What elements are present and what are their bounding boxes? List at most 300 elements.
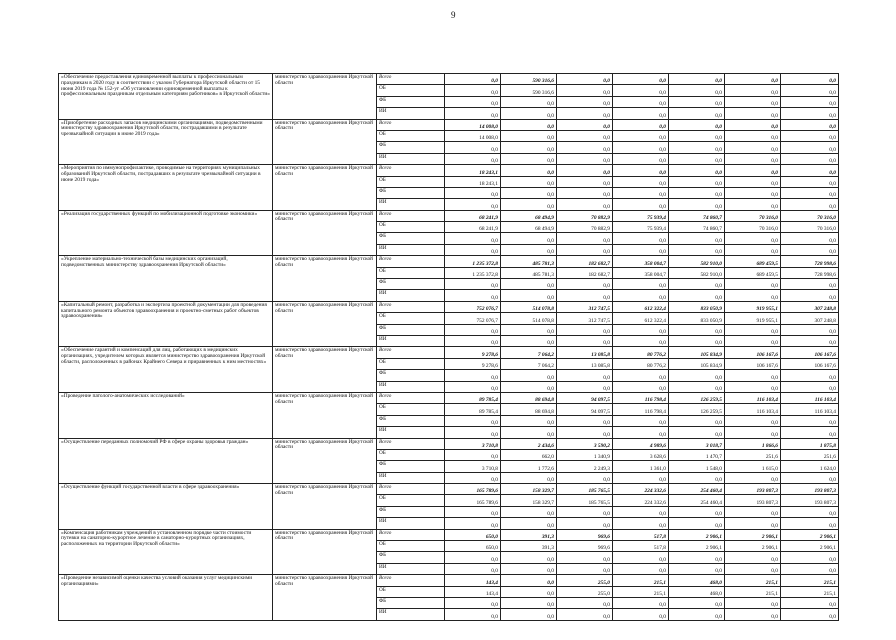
value-cell: 0,0: [501, 142, 557, 153]
value-cell: 0,0: [669, 187, 725, 198]
funding-source: Всего: [377, 575, 445, 586]
value-cell: 485 781,3: [501, 267, 557, 278]
value-cell: 0,0: [557, 244, 613, 255]
value-cell: 0,0: [445, 199, 501, 210]
value-cell: 105 834,9: [669, 347, 725, 358]
value-cell: 0,0: [781, 472, 839, 483]
activity-name: «Реализация государственных функций по мобилизационной подготовке экономики»: [59, 210, 273, 256]
value-cell: 0,0: [501, 199, 557, 210]
value-cell: 0,0: [445, 370, 501, 381]
table-row: [59, 484, 839, 495]
funding-source: ОБ: [377, 313, 445, 324]
value-cell: 833 050,9: [669, 313, 725, 324]
value-cell: 89 785,4: [445, 404, 501, 415]
funding-source: Всего: [377, 529, 445, 540]
value-cell: 70 316,0: [725, 210, 781, 221]
value-cell: 0,0: [725, 165, 781, 176]
value-cell: 0,0: [613, 609, 669, 620]
value-cell: 0,0: [501, 563, 557, 574]
value-cell: 0,0: [613, 244, 669, 255]
value-cell: 0,0: [725, 279, 781, 290]
value-cell: 0,0: [501, 233, 557, 244]
value-cell: 0,0: [557, 290, 613, 301]
value-cell: 0,0: [557, 324, 613, 335]
value-cell: 0,0: [557, 85, 613, 96]
value-cell: 0,0: [501, 415, 557, 426]
value-cell: 254 460,4: [669, 484, 725, 495]
value-cell: 612 322,4: [613, 301, 669, 312]
value-cell: 116 798,4: [613, 392, 669, 403]
value-cell: 0,0: [669, 472, 725, 483]
value-cell: 0,0: [501, 130, 557, 141]
value-cell: 0,0: [781, 233, 839, 244]
value-cell: 0,0: [725, 290, 781, 301]
value-cell: 590 316,6: [501, 74, 557, 85]
value-cell: 0,0: [669, 119, 725, 130]
value-cell: 468,0: [669, 586, 725, 597]
funding-source: ИИ: [377, 518, 445, 529]
table-body: [59, 74, 839, 621]
value-cell: 0,0: [501, 244, 557, 255]
value-cell: 14 008,0: [445, 130, 501, 141]
value-cell: 0,0: [613, 381, 669, 392]
value-cell: 1 615,0: [725, 461, 781, 472]
value-cell: 0,0: [557, 153, 613, 164]
value-cell: 0,0: [613, 130, 669, 141]
value-cell: 0,0: [613, 370, 669, 381]
value-cell: 650,0: [445, 541, 501, 552]
value-cell: 3 710,8: [445, 438, 501, 449]
value-cell: 0,0: [781, 85, 839, 96]
activity-name: «Осуществление переданных полномочий РФ в сфере охраны здоровья граждан»: [59, 438, 273, 484]
value-cell: 0,0: [557, 552, 613, 563]
funding-source: Всего: [377, 484, 445, 495]
value-cell: 182 682,7: [557, 267, 613, 278]
value-cell: 0,0: [445, 335, 501, 346]
value-cell: 728 998,6: [781, 256, 839, 267]
value-cell: 0,0: [557, 335, 613, 346]
value-cell: 752 076,7: [445, 313, 501, 324]
value-cell: 0,0: [781, 518, 839, 529]
executor-cell: министерство здравоохранения Иркутской области: [273, 119, 377, 165]
value-cell: 3 590,2: [557, 438, 613, 449]
funding-source: ОБ: [377, 449, 445, 460]
value-cell: 255,0: [557, 586, 613, 597]
value-cell: 0,0: [613, 552, 669, 563]
activity-name: «Компенсация работникам учреждений в установленном порядке части стоимости путевки на санаторно-курортное лечение в санаторно-курортных организациях, расположенных на территории Иркутской области»: [59, 529, 273, 575]
value-cell: 0,0: [557, 279, 613, 290]
value-cell: 0,0: [669, 335, 725, 346]
value-cell: 0,0: [669, 176, 725, 187]
value-cell: 0,0: [613, 176, 669, 187]
value-cell: 0,0: [669, 597, 725, 608]
value-cell: 0,0: [557, 415, 613, 426]
value-cell: 0,0: [501, 506, 557, 517]
value-cell: 143,4: [445, 586, 501, 597]
value-cell: 9 278,6: [445, 347, 501, 358]
value-cell: 0,0: [781, 335, 839, 346]
value-cell: 74 860,7: [669, 222, 725, 233]
value-cell: 0,0: [445, 518, 501, 529]
activity-name: «Укрепление материально-технической базы медицинских организаций, подведомственных министерству здравоохранения Иркутской области»: [59, 256, 273, 302]
value-cell: 0,0: [781, 199, 839, 210]
value-cell: 0,0: [501, 290, 557, 301]
value-cell: 312 747,5: [557, 301, 613, 312]
value-cell: 0,0: [445, 187, 501, 198]
value-cell: 7 064,2: [501, 347, 557, 358]
executor-cell: министерство здравоохранения Иркутской области: [273, 392, 377, 438]
value-cell: 517,8: [613, 541, 669, 552]
value-cell: 0,0: [613, 518, 669, 529]
funding-source: ИИ: [377, 108, 445, 119]
value-cell: 0,0: [501, 119, 557, 130]
activity-name: «Осуществление функций государственной власти в сфере здравоохранения»: [59, 484, 273, 530]
value-cell: 251,6: [781, 449, 839, 460]
value-cell: 0,0: [613, 335, 669, 346]
value-cell: 0,0: [501, 335, 557, 346]
value-cell: 1 548,0: [669, 461, 725, 472]
value-cell: 165 789,6: [445, 484, 501, 495]
value-cell: 0,0: [557, 187, 613, 198]
executor-cell: министерство здравоохранения Иркутской области: [273, 438, 377, 484]
value-cell: 0,0: [725, 335, 781, 346]
value-cell: 0,0: [445, 381, 501, 392]
value-cell: 0,0: [613, 427, 669, 438]
value-cell: 70 882,9: [557, 210, 613, 221]
value-cell: 74 860,7: [669, 210, 725, 221]
value-cell: 0,0: [725, 233, 781, 244]
value-cell: 0,0: [557, 74, 613, 85]
value-cell: 391,3: [501, 529, 557, 540]
value-cell: 255,0: [557, 575, 613, 586]
value-cell: 193 807,3: [725, 484, 781, 495]
value-cell: 0,0: [781, 176, 839, 187]
value-cell: 193 807,3: [781, 495, 839, 506]
value-cell: 0,0: [445, 415, 501, 426]
value-cell: 215,1: [725, 575, 781, 586]
value-cell: 4 989,6: [613, 438, 669, 449]
value-cell: 0,0: [669, 279, 725, 290]
value-cell: 0,0: [445, 279, 501, 290]
value-cell: 116 103,4: [781, 392, 839, 403]
value-cell: 358 004,7: [613, 267, 669, 278]
value-cell: 0,0: [445, 597, 501, 608]
value-cell: 0,0: [613, 85, 669, 96]
value-cell: 752 076,7: [445, 301, 501, 312]
value-cell: 0,0: [613, 290, 669, 301]
value-cell: 0,0: [669, 85, 725, 96]
value-cell: 0,0: [557, 609, 613, 620]
table-row: [59, 74, 839, 85]
value-cell: 0,0: [557, 597, 613, 608]
funding-source: ОБ: [377, 358, 445, 369]
value-cell: 0,0: [445, 74, 501, 85]
value-cell: 0,0: [445, 506, 501, 517]
value-cell: 833 050,9: [669, 301, 725, 312]
value-cell: 0,0: [725, 518, 781, 529]
table-row: [59, 301, 839, 312]
value-cell: 0,0: [669, 244, 725, 255]
value-cell: 0,0: [557, 563, 613, 574]
value-cell: 1 875,8: [781, 438, 839, 449]
value-cell: 0,0: [501, 575, 557, 586]
value-cell: 224 332,6: [613, 495, 669, 506]
funding-source: ОБ: [377, 176, 445, 187]
value-cell: 514 078,8: [501, 301, 557, 312]
value-cell: 68 494,9: [501, 210, 557, 221]
value-cell: 0,0: [613, 233, 669, 244]
funding-source: ОБ: [377, 404, 445, 415]
value-cell: 105 834,9: [669, 358, 725, 369]
value-cell: 0,0: [781, 142, 839, 153]
value-cell: 193 807,3: [781, 484, 839, 495]
table-row: [59, 165, 839, 176]
executor-cell: министерство здравоохранения Иркутской области: [273, 165, 377, 211]
value-cell: 116 103,4: [781, 404, 839, 415]
value-cell: 185 765,5: [557, 495, 613, 506]
value-cell: 0,0: [557, 176, 613, 187]
activity-name: «Мероприятия по иммунопрофилактике, проводимые на территориях муниципальных образований Иркутской области, пострадавших в результате чрезвычайной ситуации в июне 2019 года»: [59, 165, 273, 211]
executor-cell: министерство здравоохранения Иркутской области: [273, 529, 377, 575]
value-cell: 68 241,9: [445, 222, 501, 233]
value-cell: 0,0: [613, 597, 669, 608]
value-cell: 0,0: [669, 609, 725, 620]
value-cell: 2 434,6: [501, 438, 557, 449]
value-cell: 0,0: [781, 119, 839, 130]
funding-source: ИИ: [377, 290, 445, 301]
value-cell: 193 807,3: [725, 495, 781, 506]
value-cell: 185 765,5: [557, 484, 613, 495]
value-cell: 0,0: [781, 74, 839, 85]
funding-source: ОБ: [377, 495, 445, 506]
value-cell: 3 018,7: [669, 438, 725, 449]
value-cell: 0,0: [781, 506, 839, 517]
value-cell: 143,4: [445, 575, 501, 586]
funding-source: ФБ: [377, 142, 445, 153]
value-cell: 307 248,8: [781, 301, 839, 312]
value-cell: 0,0: [613, 153, 669, 164]
value-cell: 0,0: [781, 153, 839, 164]
value-cell: 0,0: [613, 324, 669, 335]
value-cell: 689 459,5: [725, 256, 781, 267]
value-cell: 0,0: [501, 586, 557, 597]
value-cell: 0,0: [669, 518, 725, 529]
value-cell: 0,0: [557, 142, 613, 153]
value-cell: 0,0: [725, 563, 781, 574]
value-cell: 0,0: [445, 233, 501, 244]
funding-source: ФБ: [377, 506, 445, 517]
funding-source: ИИ: [377, 563, 445, 574]
value-cell: 0,0: [445, 244, 501, 255]
value-cell: 1 235 372,8: [445, 256, 501, 267]
value-cell: 0,0: [669, 130, 725, 141]
value-cell: 0,0: [781, 324, 839, 335]
funding-source: ИИ: [377, 199, 445, 210]
value-cell: 116 103,4: [725, 392, 781, 403]
value-cell: 1 470,7: [669, 449, 725, 460]
value-cell: 0,0: [445, 449, 501, 460]
funding-source: ОБ: [377, 130, 445, 141]
value-cell: 0,0: [445, 85, 501, 96]
funding-source: ФБ: [377, 324, 445, 335]
activity-name: «Обеспечение гарантий и компенсаций для лиц, работающих в медицинских организациях, учредителем которых является министерство здравоохранения Иркутской области, расположенных в районах Крайнего Севера и приравненных к ним местностях»: [59, 347, 273, 393]
value-cell: 0,0: [445, 472, 501, 483]
value-cell: 0,0: [557, 518, 613, 529]
value-cell: 9 278,6: [445, 358, 501, 369]
value-cell: 0,0: [669, 381, 725, 392]
value-cell: 215,1: [781, 586, 839, 597]
funding-source: Всего: [377, 301, 445, 312]
value-cell: 0,0: [445, 153, 501, 164]
value-cell: 0,0: [725, 108, 781, 119]
value-cell: 0,0: [781, 279, 839, 290]
value-cell: 0,0: [725, 609, 781, 620]
value-cell: 1 340,9: [557, 449, 613, 460]
funding-source: ФБ: [377, 461, 445, 472]
value-cell: 0,0: [557, 233, 613, 244]
value-cell: 0,0: [781, 381, 839, 392]
activity-name: «Капитальный ремонт, разработка и экспертиза проектной документации для проведения капитального ремонта объектов здравоохранения и проектно-сметных работ объектов здравоохранения»: [59, 301, 273, 347]
value-cell: 0,0: [725, 415, 781, 426]
value-cell: 0,0: [669, 370, 725, 381]
table-row: [59, 392, 839, 403]
value-cell: 0,0: [725, 199, 781, 210]
value-cell: 0,0: [557, 96, 613, 107]
value-cell: 0,0: [613, 96, 669, 107]
value-cell: 0,0: [501, 165, 557, 176]
value-cell: 0,0: [557, 130, 613, 141]
funding-source: ИИ: [377, 335, 445, 346]
value-cell: 1 866,6: [725, 438, 781, 449]
value-cell: 0,0: [445, 324, 501, 335]
value-cell: 1 361,0: [613, 461, 669, 472]
funding-source: ИИ: [377, 153, 445, 164]
executor-cell: министерство здравоохранения Иркутской области: [273, 301, 377, 347]
value-cell: 0,0: [725, 427, 781, 438]
value-cell: 0,0: [781, 165, 839, 176]
value-cell: 2 906,1: [781, 529, 839, 540]
value-cell: 215,1: [725, 586, 781, 597]
value-cell: 0,0: [669, 427, 725, 438]
value-cell: 165 789,6: [445, 495, 501, 506]
funding-source: Всего: [377, 256, 445, 267]
funding-source: ОБ: [377, 85, 445, 96]
value-cell: 106 167,6: [781, 347, 839, 358]
value-cell: 391,3: [501, 541, 557, 552]
value-cell: 0,0: [445, 290, 501, 301]
value-cell: 0,0: [613, 165, 669, 176]
value-cell: 0,0: [557, 165, 613, 176]
value-cell: 0,0: [445, 108, 501, 119]
value-cell: 0,0: [501, 427, 557, 438]
value-cell: 0,0: [781, 130, 839, 141]
activity-name: «Обеспечение предоставления единовременной выплаты к профессиональным праздникам в 2020 году в соответствии с указом Губернатора Иркутской области от 15 июня 2019 года № 152-уг «Об установлении единовременной выплаты к профессиональным праздникам отдельным категориям работников» в Иркутской области»: [59, 74, 273, 120]
value-cell: 18 243,1: [445, 176, 501, 187]
value-cell: 0,0: [557, 472, 613, 483]
value-cell: 689 459,5: [725, 267, 781, 278]
value-cell: 0,0: [781, 187, 839, 198]
value-cell: 582 910,0: [669, 267, 725, 278]
activity-name: «Проведение независимой оценки качества условий оказания услуг медицинскими организациями»: [59, 575, 273, 621]
funding-source: Всего: [377, 74, 445, 85]
value-cell: 2 906,1: [781, 541, 839, 552]
funding-source: Всего: [377, 165, 445, 176]
value-cell: 0,0: [613, 74, 669, 85]
value-cell: 7 064,2: [501, 358, 557, 369]
value-cell: 3 628,6: [613, 449, 669, 460]
value-cell: 969,6: [557, 529, 613, 540]
value-cell: 14 008,0: [445, 119, 501, 130]
value-cell: 0,0: [781, 415, 839, 426]
value-cell: 1 772,6: [501, 461, 557, 472]
table-row: [59, 210, 839, 221]
value-cell: 68 241,9: [445, 210, 501, 221]
value-cell: 0,0: [725, 96, 781, 107]
funding-source: ОБ: [377, 541, 445, 552]
value-cell: 0,0: [557, 119, 613, 130]
value-cell: 106 167,6: [725, 358, 781, 369]
value-cell: 0,0: [669, 153, 725, 164]
value-cell: 1 624,0: [781, 461, 839, 472]
value-cell: 94 097,5: [557, 392, 613, 403]
value-cell: 0,0: [613, 199, 669, 210]
value-cell: 0,0: [613, 187, 669, 198]
funding-source: ФБ: [377, 187, 445, 198]
value-cell: 0,0: [613, 279, 669, 290]
value-cell: 0,0: [781, 244, 839, 255]
value-cell: 13 085,8: [557, 347, 613, 358]
value-cell: 80 776,2: [613, 347, 669, 358]
executor-cell: министерство здравоохранения Иркутской области: [273, 256, 377, 302]
value-cell: 919 955,1: [725, 301, 781, 312]
funding-source: ОБ: [377, 586, 445, 597]
value-cell: 0,0: [725, 85, 781, 96]
table-row: [59, 575, 839, 586]
executor-cell: министерство здравоохранения Иркутской области: [273, 74, 377, 120]
value-cell: 312 747,5: [557, 313, 613, 324]
value-cell: 485 781,3: [501, 256, 557, 267]
funding-source: Всего: [377, 392, 445, 403]
value-cell: 0,0: [557, 381, 613, 392]
value-cell: 2 906,1: [669, 541, 725, 552]
value-cell: 0,0: [725, 506, 781, 517]
value-cell: 0,0: [501, 609, 557, 620]
value-cell: 307 248,8: [781, 313, 839, 324]
value-cell: 70 316,0: [781, 222, 839, 233]
value-cell: 215,1: [613, 575, 669, 586]
value-cell: 126 259,5: [669, 404, 725, 415]
value-cell: 0,0: [669, 233, 725, 244]
value-cell: 89 785,4: [445, 392, 501, 403]
activity-name: «Приобретение расходных запасов медицинскими организациями, подведомственными министерству здравоохранения Иркутской области, пострадавшими в результате чрезвычайной ситуации в июне 2019 года»: [59, 119, 273, 165]
value-cell: 0,0: [613, 142, 669, 153]
table-row: [59, 438, 839, 449]
table-row: [59, 119, 839, 130]
value-cell: 0,0: [669, 552, 725, 563]
funding-source: ОБ: [377, 222, 445, 233]
value-cell: 0,0: [501, 108, 557, 119]
value-cell: 0,0: [781, 370, 839, 381]
funding-source: ИИ: [377, 244, 445, 255]
value-cell: 251,6: [725, 449, 781, 460]
value-cell: 254 460,4: [669, 495, 725, 506]
value-cell: 0,0: [445, 96, 501, 107]
value-cell: 0,0: [613, 415, 669, 426]
executor-cell: министерство здравоохранения Иркутской области: [273, 575, 377, 621]
value-cell: 358 004,7: [613, 256, 669, 267]
value-cell: 75 939,4: [613, 222, 669, 233]
value-cell: 3 710,8: [445, 461, 501, 472]
